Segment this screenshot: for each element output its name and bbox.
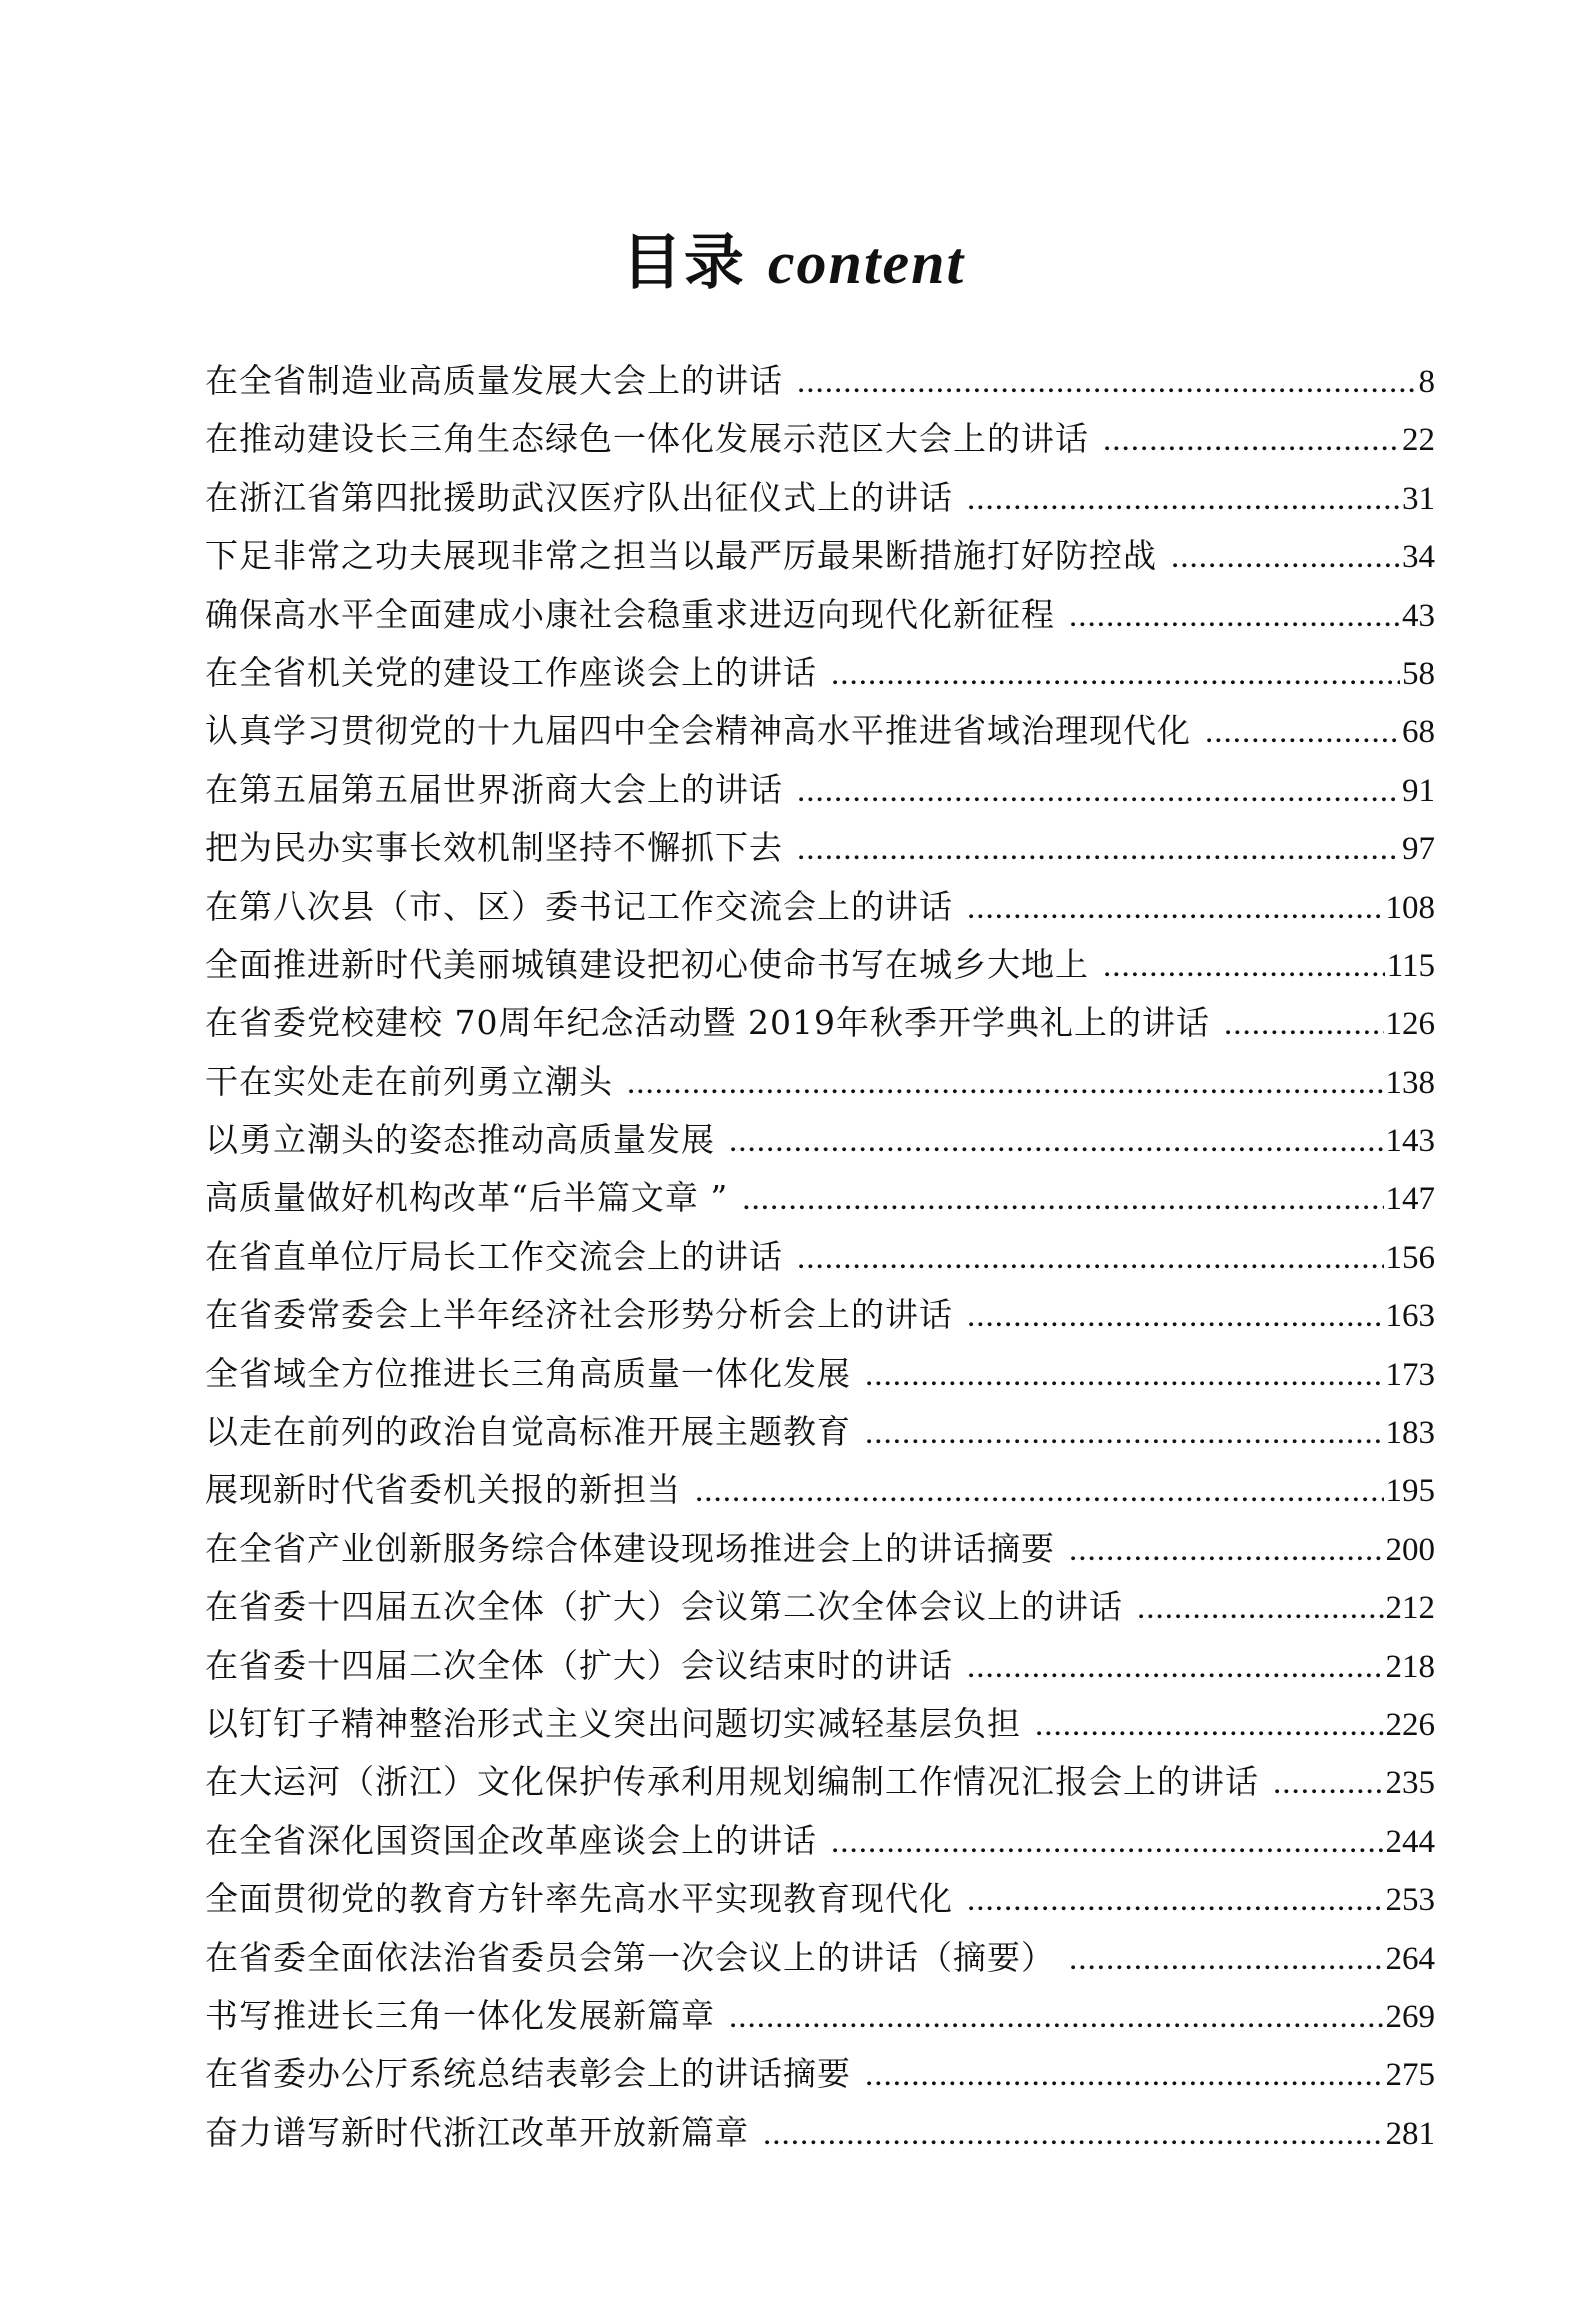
toc-entry[interactable]	[205, 1812, 1435, 1870]
toc-entry-title: 在大运河（浙江）文化保护传承利用规划编制工作情况汇报会上的讲话	[205, 1762, 1259, 1802]
page-title	[0, 218, 1587, 308]
toc-dot-leader	[797, 353, 1417, 410]
toc-entry[interactable]	[205, 1286, 1435, 1344]
toc-entry-title: 展现新时代省委机关报的新担当	[205, 1470, 681, 1510]
page-title-chinese: 目录	[621, 228, 746, 298]
toc-entry-title: 在第五届第五届世界浙商大会上的讲话	[205, 769, 783, 809]
toc-entry-title: 在省委十四届二次全体（扩大）会议结束时的讲话	[205, 1645, 953, 1685]
toc-entry-page-number: 253	[1385, 1882, 1435, 1919]
toc-entry-title: 确保高水平全面建成小康社会稳重求进迈向现代化新征程	[205, 594, 1055, 634]
toc-entry-page-number: 264	[1385, 1940, 1435, 1977]
toc-entry[interactable]	[205, 994, 1435, 1052]
toc-entry[interactable]	[205, 2104, 1435, 2162]
toc-entry[interactable]	[205, 1695, 1435, 1753]
toc-dot-leader	[1069, 1930, 1384, 1987]
toc-entry-title: 在省直单位厅局长工作交流会上的讲话	[205, 1236, 783, 1276]
toc-entry[interactable]	[205, 410, 1435, 468]
toc-entry[interactable]	[205, 1345, 1435, 1403]
toc-dot-leader	[729, 1988, 1384, 2045]
toc-entry-title: 奋力谱写新时代浙江改革开放新篇章	[205, 2112, 749, 2152]
toc-entry[interactable]	[205, 469, 1435, 527]
toc-entry-page-number: 281	[1385, 2115, 1435, 2152]
toc-entry-title: 在全省深化国资国企改革座谈会上的讲话	[205, 1820, 817, 1860]
toc-entry-title: 全面推进新时代美丽城镇建设把初心使命书写在城乡大地上	[205, 944, 1089, 984]
toc-entry-title: 下足非常之功夫展现非常之担当以最严厉最果断措施打好防控战	[205, 536, 1157, 576]
toc-entry-page-number: 58	[1402, 655, 1435, 692]
toc-dot-leader	[1205, 703, 1400, 760]
toc-entry[interactable]	[205, 936, 1435, 994]
toc-entry-title: 书写推进长三角一体化发展新篇章	[205, 1995, 715, 2035]
toc-entry-page-number: 163	[1385, 1298, 1435, 1335]
toc-entry-page-number: 43	[1402, 597, 1435, 634]
toc-entry-page-number: 173	[1385, 1356, 1435, 1393]
toc-entry[interactable]	[205, 1169, 1435, 1227]
toc-entry-page-number: 31	[1402, 480, 1435, 517]
page-title-english: content	[767, 230, 966, 296]
toc-entry-page-number: 34	[1402, 539, 1435, 576]
toc-entry-title: 在省委全面依法治省委员会第一次会议上的讲话（摘要）	[205, 1937, 1055, 1977]
toc-dot-leader	[1069, 1521, 1384, 1578]
toc-dot-leader	[831, 645, 1400, 702]
toc-dot-leader	[1137, 1579, 1384, 1636]
toc-dot-leader	[967, 1287, 1384, 1344]
toc-entry-page-number: 218	[1385, 1648, 1435, 1685]
toc-entry-title: 认真学习贯彻党的十九届四中全会精神高水平推进省域治理现代化	[205, 711, 1191, 751]
toc-entry[interactable]	[205, 1987, 1435, 2045]
toc-dot-leader	[1103, 411, 1400, 468]
toc-entry-page-number: 195	[1385, 1473, 1435, 1510]
toc-entry[interactable]	[205, 819, 1435, 877]
toc-dot-leader	[967, 1638, 1384, 1695]
toc-dot-leader	[865, 1346, 1384, 1403]
toc-entry-title: 以勇立潮头的姿态推动高质量发展	[205, 1120, 715, 1160]
toc-entry-title: 全省域全方位推进长三角高质量一体化发展	[205, 1353, 851, 1393]
toc-entry-title: 在浙江省第四批援助武汉医疗队出征仪式上的讲话	[205, 477, 953, 517]
toc-entry-page-number: 97	[1402, 831, 1435, 868]
toc-entry-page-number: 126	[1385, 1006, 1435, 1043]
toc-entry[interactable]	[205, 1111, 1435, 1169]
toc-entry-title: 全面贯彻党的教育方针率先高水平实现教育现代化	[205, 1879, 953, 1919]
toc-entry[interactable]	[205, 878, 1435, 936]
toc-entry-title: 把为民办实事长效机制坚持不懈抓下去	[205, 828, 783, 868]
toc-entry-page-number: 91	[1402, 772, 1435, 809]
toc-entry-page-number: 269	[1385, 1998, 1435, 2035]
toc-entry[interactable]	[205, 1870, 1435, 1928]
toc-entry-title: 干在实处走在前列勇立潮头	[205, 1061, 613, 1101]
toc-entry[interactable]	[205, 1637, 1435, 1695]
toc-entry-page-number: 200	[1385, 1531, 1435, 1568]
toc-entry-page-number: 22	[1402, 422, 1435, 459]
toc-dot-leader	[1273, 1754, 1384, 1811]
toc-dot-leader	[1171, 528, 1400, 585]
toc-entry-title: 在省委办公厅系统总结表彰会上的讲话摘要	[205, 2054, 851, 2094]
toc-entry[interactable]	[205, 1228, 1435, 1286]
toc-entry-page-number: 226	[1385, 1706, 1435, 1743]
toc-entry-title: 在省委十四届五次全体（扩大）会议第二次全体会议上的讲话	[205, 1587, 1123, 1627]
toc-dot-leader	[1069, 587, 1400, 644]
toc-entry-page-number: 108	[1385, 889, 1435, 926]
toc-entry-title: 在省委常委会上半年经济社会形势分析会上的讲话	[205, 1295, 953, 1335]
toc-dot-leader	[865, 1404, 1384, 1461]
toc-entry[interactable]	[205, 1403, 1435, 1461]
table-of-contents	[205, 352, 1435, 2162]
toc-dot-leader	[967, 470, 1400, 527]
toc-dot-leader	[967, 879, 1384, 936]
toc-entry[interactable]	[205, 527, 1435, 585]
toc-entry-title: 高质量做好机构改革“后半篇文章 ”	[205, 1178, 729, 1218]
toc-dot-leader	[967, 1871, 1384, 1928]
toc-entry-title: 在第八次县（市、区）委书记工作交流会上的讲话	[205, 886, 953, 926]
toc-entry-page-number: 212	[1385, 1590, 1435, 1627]
toc-entry-title: 在全省机关党的建设工作座谈会上的讲话	[205, 652, 817, 692]
toc-entry-page-number: 138	[1385, 1064, 1435, 1101]
toc-entry-title: 在全省制造业高质量发展大会上的讲话	[205, 361, 783, 400]
toc-entry[interactable]	[205, 1461, 1435, 1519]
toc-entry[interactable]	[205, 586, 1435, 644]
toc-dot-leader	[1224, 995, 1384, 1052]
toc-entry[interactable]	[205, 1929, 1435, 1987]
toc-dot-leader	[695, 1462, 1384, 1519]
toc-entry-title: 以钉钉子精神整治形式主义突出问题切实减轻基层负担	[205, 1703, 1021, 1743]
toc-entry[interactable]	[205, 2045, 1435, 2103]
toc-dot-leader	[1103, 937, 1385, 994]
toc-entry-page-number: 183	[1385, 1415, 1435, 1452]
toc-entry-title: 在全省产业创新服务综合体建设现场推进会上的讲话摘要	[205, 1528, 1055, 1568]
toc-entry[interactable]	[205, 761, 1435, 819]
toc-entry-page-number: 156	[1385, 1239, 1435, 1276]
toc-dot-leader	[627, 1054, 1384, 1111]
toc-entry-page-number: 115	[1386, 947, 1435, 984]
toc-dot-leader	[865, 2046, 1384, 2103]
toc-dot-leader	[763, 2105, 1384, 2162]
toc-entry[interactable]	[205, 1520, 1435, 1578]
toc-entry[interactable]	[205, 1053, 1435, 1111]
toc-entry-page-number: 275	[1385, 2057, 1435, 2094]
toc-entry-title: 以走在前列的政治自觉高标准开展主题教育	[205, 1412, 851, 1452]
toc-entry[interactable]	[205, 1578, 1435, 1636]
toc-entry[interactable]	[205, 352, 1435, 410]
toc-dot-leader	[1035, 1696, 1384, 1753]
toc-dot-leader	[831, 1813, 1384, 1870]
toc-entry-title: 在推动建设长三角生态绿色一体化发展示范区大会上的讲话	[205, 419, 1089, 459]
toc-entry-page-number: 235	[1385, 1765, 1435, 1802]
toc-entry-page-number: 143	[1385, 1123, 1435, 1160]
toc-entry-title: 在省委党校建校 70周年纪念活动暨 2019年秋季开学典礼上的讲话	[205, 1003, 1210, 1043]
toc-entry-page-number: 244	[1385, 1823, 1435, 1860]
toc-entry[interactable]	[205, 702, 1435, 760]
toc-dot-leader	[797, 820, 1400, 877]
toc-dot-leader	[797, 762, 1400, 819]
toc-entry[interactable]	[205, 644, 1435, 702]
toc-entry-page-number: 68	[1402, 714, 1435, 751]
toc-dot-leader	[742, 1170, 1383, 1227]
toc-entry-page-number: 147	[1385, 1181, 1435, 1218]
toc-entry[interactable]	[205, 1753, 1435, 1811]
toc-entry-page-number: 8	[1418, 364, 1435, 400]
toc-dot-leader	[797, 1229, 1384, 1286]
toc-dot-leader	[729, 1112, 1384, 1169]
